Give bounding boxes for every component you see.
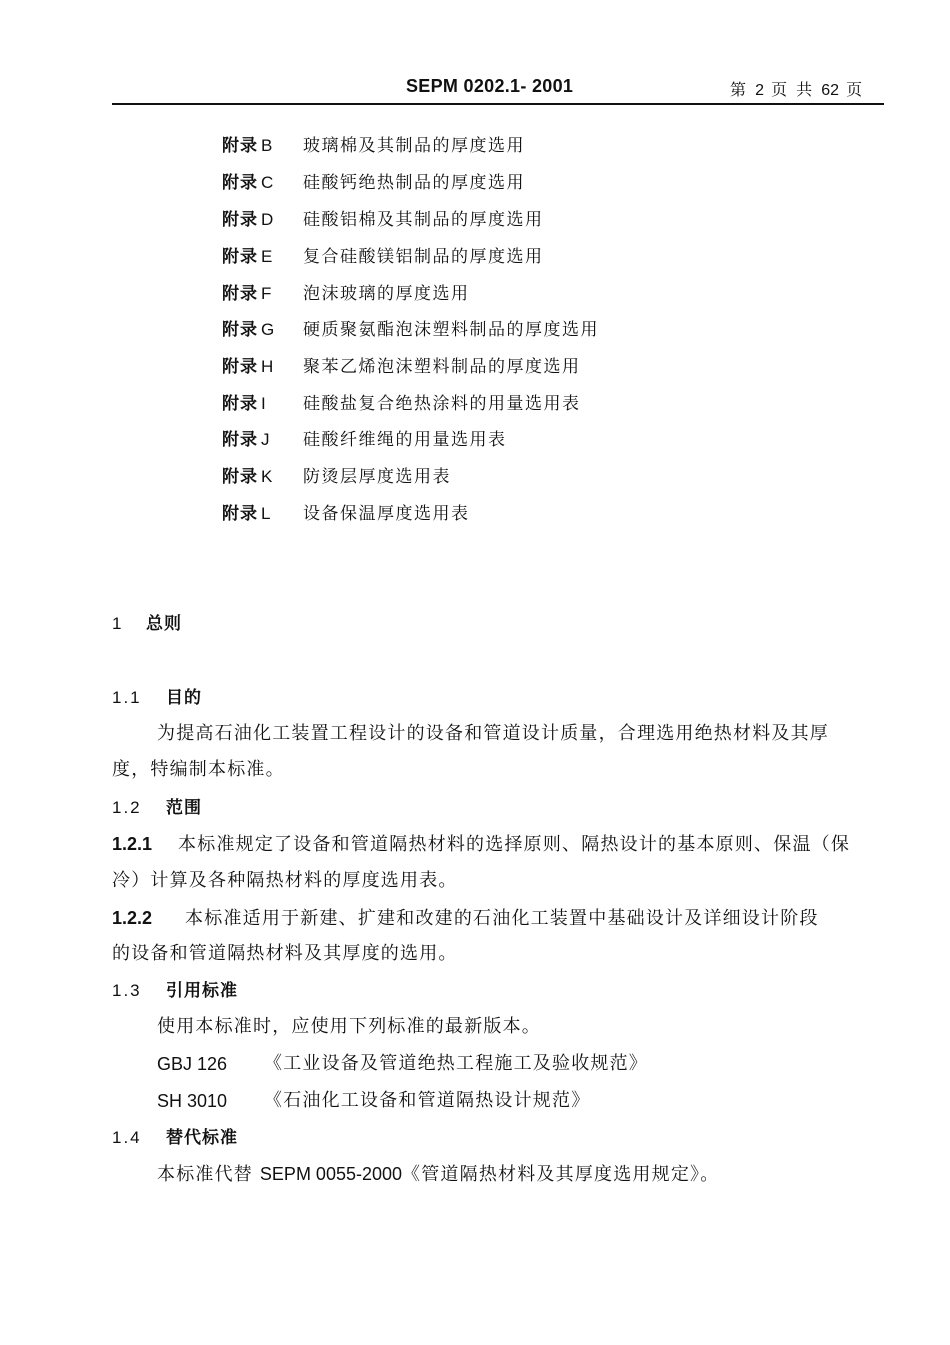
subsection-number: 1.1 xyxy=(112,688,142,707)
page-total: 62 xyxy=(821,82,840,99)
subsection-heading xyxy=(112,685,202,711)
appendix-item xyxy=(222,391,581,417)
appendix-title: 防烫层厚度选用表 xyxy=(303,467,451,487)
appendix-keyword: 附录 xyxy=(222,357,258,377)
appendix-item xyxy=(222,501,470,527)
appendix-item xyxy=(222,427,507,453)
appendix-title: 硅酸钙绝热制品的厚度选用 xyxy=(303,173,525,193)
appendix-keyword: 附录 xyxy=(222,247,258,267)
header-doc-code: SEPM 0202.1- 2001 xyxy=(406,76,574,96)
appendix-letter: K xyxy=(261,467,273,486)
clause-1-2-1-line xyxy=(112,831,850,858)
paragraph-line: 冷）计算及各种隔热材料的厚度选用表。 xyxy=(112,870,458,891)
appendix-letter: E xyxy=(261,247,273,266)
appendix-keyword: 附录 xyxy=(222,430,258,450)
appendix-letter: H xyxy=(261,357,274,376)
appendix-keyword: 附录 xyxy=(222,284,258,304)
clause-1-2-2-line xyxy=(112,905,819,932)
subsection-title: 范围 xyxy=(166,798,202,818)
appendix-item xyxy=(222,281,470,307)
appendix-letter: J xyxy=(261,430,270,449)
subsection-number: 1.3 xyxy=(112,981,142,1000)
subsection-title: 目的 xyxy=(166,688,202,708)
appendix-letter: D xyxy=(261,210,274,229)
header-page-info xyxy=(730,77,864,100)
appendix-title: 设备保温厚度选用表 xyxy=(303,504,470,524)
ref-standard-code: SH 3010 xyxy=(157,1091,228,1111)
replacement-line xyxy=(157,1161,719,1188)
paragraph-line: 的设备和管道隔热材料及其厚度的选用。 xyxy=(112,943,458,964)
appendix-keyword: 附录 xyxy=(222,504,258,524)
subsection-heading xyxy=(112,1125,238,1151)
appendix-letter: B xyxy=(261,136,273,155)
appendix-keyword: 附录 xyxy=(222,210,258,230)
appendix-item xyxy=(222,133,525,159)
appendix-letter: C xyxy=(261,173,274,192)
appendix-item xyxy=(222,170,525,196)
paragraph-line: 使用本标准时，应使用下列标准的最新版本。 xyxy=(157,1016,541,1037)
header-rule xyxy=(112,103,884,105)
clause-number: 1.2.1 xyxy=(112,834,153,854)
appendix-keyword: 附录 xyxy=(222,136,258,156)
appendix-item xyxy=(222,317,599,343)
appendix-keyword: 附录 xyxy=(222,394,258,414)
appendix-item xyxy=(222,244,544,270)
subsection-number: 1.2 xyxy=(112,798,142,817)
appendix-item xyxy=(222,354,581,380)
subsection-heading xyxy=(112,795,202,821)
clause-number: 1.2.2 xyxy=(112,908,153,928)
appendix-item xyxy=(222,207,544,233)
appendix-keyword: 附录 xyxy=(222,467,258,487)
ref-standard-code: GBJ 126 xyxy=(157,1054,228,1074)
appendix-keyword: 附录 xyxy=(222,173,258,193)
appendix-letter: G xyxy=(261,320,275,339)
appendix-title: 硅酸铝棉及其制品的厚度选用 xyxy=(303,210,544,230)
paragraph-line: 度，特编制本标准。 xyxy=(112,759,285,780)
clause-text: 本标准规定了设备和管道隔热材料的选择原则、隔热设计的基本原则、保温（保 xyxy=(178,834,851,855)
ref-standard-title: 《石油化工设备和管道隔热设计规范》 xyxy=(264,1090,591,1111)
subsection-title: 替代标准 xyxy=(166,1128,238,1148)
replacement-suffix: 《管道隔热材料及其厚度选用规定》。 xyxy=(402,1164,720,1185)
ref-standard-title: 《工业设备及管道绝热工程施工及验收规范》 xyxy=(264,1053,648,1074)
replaced-standard-code: SEPM 0055-2000 xyxy=(259,1164,403,1184)
appendix-letter: L xyxy=(261,504,271,523)
section-heading xyxy=(112,611,182,637)
subsection-title: 引用标准 xyxy=(166,981,238,1001)
appendix-title: 硬质聚氨酯泡沫塑料制品的厚度选用 xyxy=(303,320,599,340)
subsection-heading xyxy=(112,978,238,1004)
page-suffix: 页 xyxy=(839,80,865,99)
section-title: 总则 xyxy=(146,614,182,634)
subsection-number: 1.4 xyxy=(112,1128,142,1147)
page-prefix: 第 xyxy=(730,80,756,99)
appendix-title: 硅酸纤维绳的用量选用表 xyxy=(303,430,507,450)
replacement-prefix: 本标准代替 xyxy=(157,1164,260,1185)
page-mid: 页 共 xyxy=(764,80,822,99)
appendix-title: 玻璃棉及其制品的厚度选用 xyxy=(303,136,525,156)
appendix-title: 复合硅酸镁铝制品的厚度选用 xyxy=(303,247,544,267)
section-number: 1 xyxy=(112,614,124,633)
appendix-keyword: 附录 xyxy=(222,320,258,340)
page-number: 2 xyxy=(755,82,764,99)
appendix-letter: F xyxy=(261,284,272,303)
appendix-item xyxy=(222,464,451,490)
appendix-letter: I xyxy=(261,394,266,413)
appendix-title: 聚苯乙烯泡沫塑料制品的厚度选用 xyxy=(303,357,581,377)
clause-text: 本标准适用于新建、扩建和改建的石油化工装置中基础设计及详细设计阶段 xyxy=(185,908,819,929)
paragraph-line: 为提高石油化工装置工程设计的设备和管道设计质量，合理选用绝热材料及其厚 xyxy=(157,723,829,744)
appendix-title: 泡沫玻璃的厚度选用 xyxy=(303,284,470,304)
appendix-title: 硅酸盐复合绝热涂料的用量选用表 xyxy=(303,394,581,414)
